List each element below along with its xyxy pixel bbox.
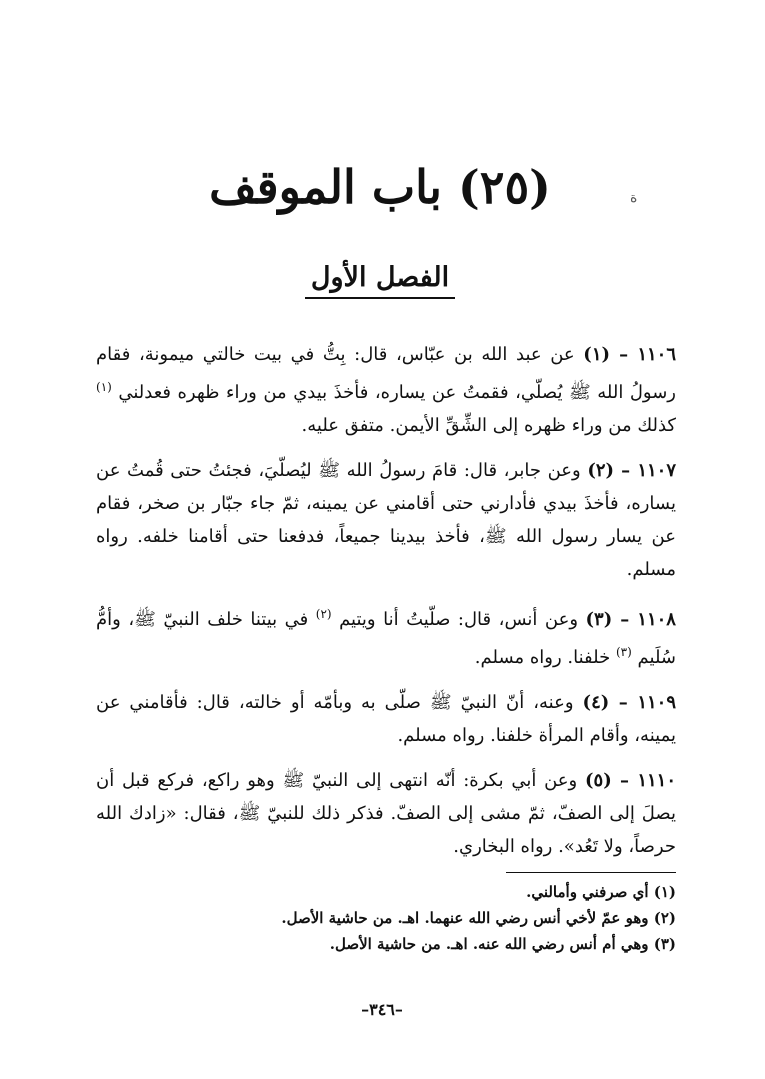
hadith-list [96, 338, 676, 875]
page-number: –٣٤٦– [361, 1000, 403, 1019]
hadith-text: وعن جابر، قال: قامَ رسولُ الله ﷺ ليُصلّيَ، فجئتُ حتى قُمتُ عن يساره، فأخذَ بيدي فأدارني حتى أقامني عن يمينه، ثمّ جاء جبّار بن صخر، فقام عن يسار رسول الله ﷺ، فأخذ بيدينا جميعاً، فدفعنا حتى أقامنا خلفه. رواه مسلم. [96, 460, 676, 580]
hadith-text: وعن أبي بكرة: أنّه انتهى إلى النبيّ ﷺ وهو راكع، فركع قبل أن يصلَ إلى الصفّ، ثمّ مشى إلى الصفّ. فذكر ذلك للنبيّ ﷺ، فقال: «زادك الله حرصاً، ولا تَعُد». رواه البخاري. [96, 770, 676, 857]
footnote-ref-2[interactable]: (٣) [615, 645, 632, 659]
footnote-1: (١) أي صرفني وأمالني. [526, 883, 676, 901]
footnotes [96, 872, 676, 957]
footnote-2: (٢) وهو عمّ لأخي أنس رضي الله عنهما. اهـ. من حاشية الأصل. [281, 909, 676, 927]
hadith-1110 [96, 764, 676, 863]
section-title [200, 262, 560, 299]
section-title-text: الفصل الأول [310, 262, 450, 293]
hadith-1108 [96, 598, 676, 674]
hadith-text-continued-2: خلفنا. رواه مسلم. [474, 647, 611, 668]
hadith-text-continued: في بيتنا خلف النبيّ ﷺ، وأمُّ سُلَيم [96, 609, 676, 668]
hadith-1107 [96, 454, 676, 586]
hadith-text: عن عبد الله بن عبّاس، قال: بِتُّ في بيت خالتي ميمونة، فقام رسولُ الله ﷺ يُصلّي، فقمتُ عن يساره، فأخذَ بيدي من وراء ظهره فعدلني [96, 344, 676, 403]
footnote-ref[interactable]: (١) [96, 380, 112, 394]
footnote-3: (٣) وهي أم أنس رضي الله عنه. اهـ. من حاشية الأصل. [329, 935, 676, 953]
chapter-title: (٢٥) باب الموقف [209, 160, 551, 214]
margin-mark: ة [630, 190, 638, 206]
hadith-number: ١١٠٩ – (٤) [582, 692, 676, 713]
hadith-number: ١١٠٦ – (١) [583, 344, 676, 365]
hadith-text-continued: كذلك من وراء ظهره إلى الشِّقِّ الأيمن. متفق عليه. [301, 415, 676, 436]
hadith-text: وعن أنس، قال: صلّيتُ أنا ويتيم [339, 609, 579, 630]
section-title-rule [305, 297, 455, 299]
footnote-divider [506, 872, 676, 873]
hadith-1109 [96, 686, 676, 752]
hadith-text: وعنه، أنّ النبيّ ﷺ صلّى به وبأمّه أو خالته، قال: فأقامني عن يمينه، وأقام المرأة خلفنا. رواه مسلم. [96, 692, 676, 746]
hadith-number: ١١١٠ – (٥) [585, 770, 676, 791]
hadith-number: ١١٠٨ – (٣) [585, 609, 676, 630]
footnote-ref[interactable]: (٢) [315, 607, 332, 621]
hadith-1106 [96, 338, 676, 442]
hadith-number: ١١٠٧ – (٢) [587, 460, 676, 481]
